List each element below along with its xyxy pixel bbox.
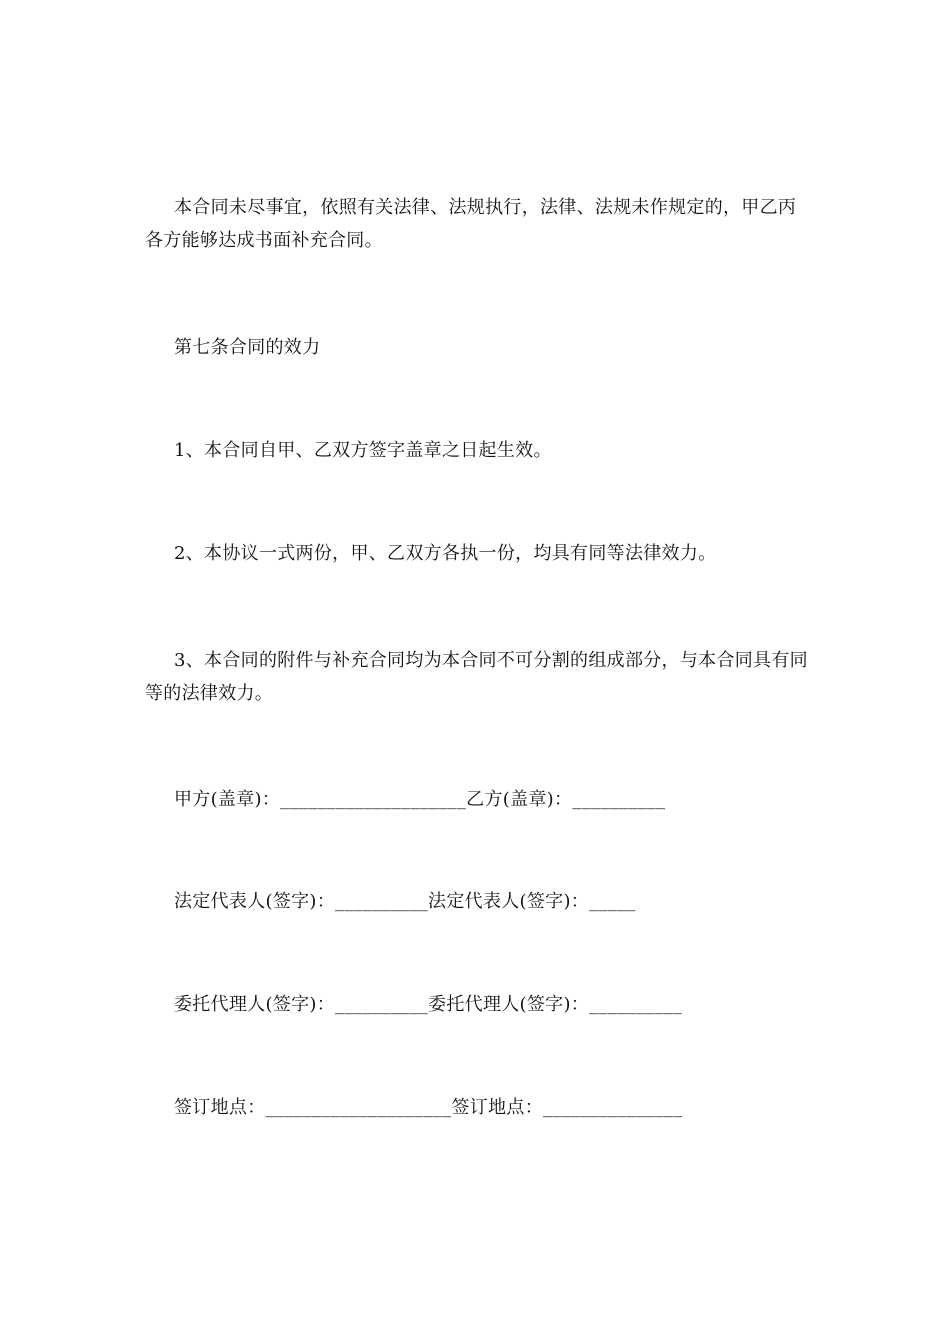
article-heading: 第七条合同的效力 (174, 337, 321, 358)
clause-1: 1、本合同自甲、乙双方签字盖章之日起生效。 (174, 440, 552, 461)
signature-legal-rep-line: 法定代表人(签字)：__________法定代表人(签字)：_____ (174, 891, 636, 912)
clause-3: 3、本合同的附件与补充合同均为本合同不可分割的组成部分，与本合同具有同等的法律效力。 (145, 650, 808, 704)
clause-2: 2、本协议一式两份，甲、乙双方各执一份，均具有同等法律效力。 (174, 543, 717, 564)
signature-place-line: 签订地点：____________________签订地点：_______________ (174, 1097, 683, 1118)
signature-agent-line: 委托代理人(签字)：__________委托代理人(签字)：__________ (174, 994, 683, 1015)
signature-seal-line: 甲方(盖章)：____________________乙方(盖章)：__________ (174, 789, 666, 810)
paragraph-supplement: 本合同未尽事宜，依照有关法律、法规执行，法律、法规未作规定的，甲乙丙各方能够达成书面补充合同。 (145, 197, 797, 251)
